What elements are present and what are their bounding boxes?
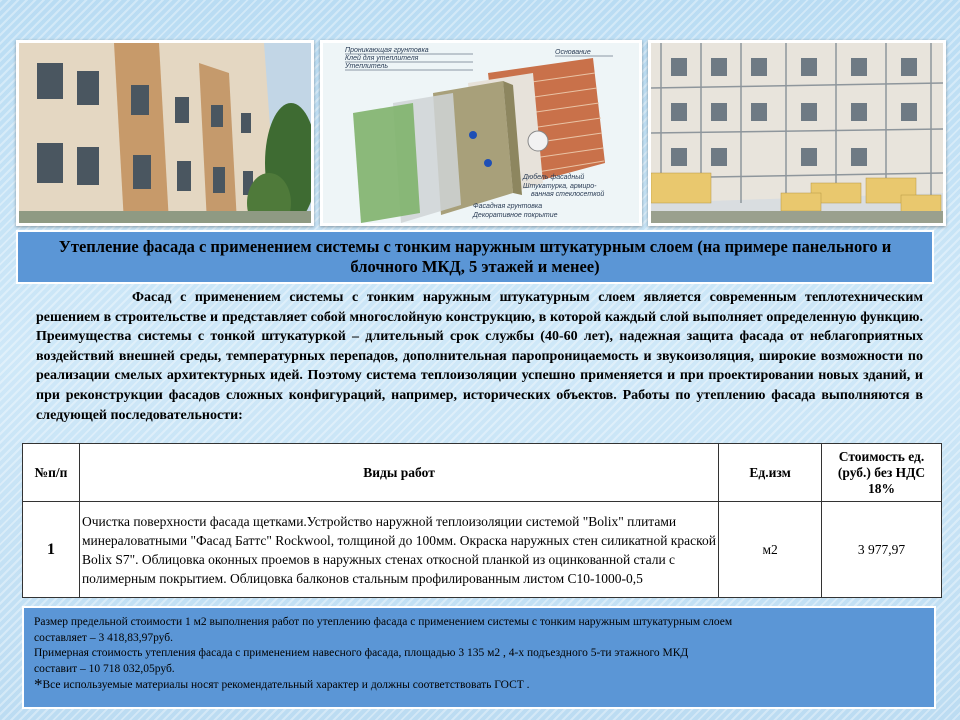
insulation-layers-diagram xyxy=(320,40,642,226)
diagram-label-insulation: Утеплитель xyxy=(345,63,389,70)
diagram-label-dowel: Дюбель фасадный xyxy=(523,174,585,181)
intro-paragraph: Фасад с применением системы с тонким наружным штукатурным слоем является современным теплотехническим решением в строительстве и представляет собой многослойную конструкцию, в которой каждый слой выполняет определенную функцию. Преимущества системы с тонкой штукатуркой – длительный срок службы (40-60 лет), надежная защита фасада от неблагоприятных воздействий внешней среды, температурных перепадов, дополнительная паропроницаемость и звукоизоляция, широкие возможности по реализации смелых архитектурных идей. Поэтому система теплоизоляции успешно применяется и при проектировании новых зданий, и при реконструкции фасадов сложных конфигураций, например, исторических объектов. Работы по утеплению фасада выполняются в следующей последовательности: xyxy=(36,290,923,423)
diagram-label-plaster: Штукатурка, армиро- xyxy=(523,183,597,190)
note-asterisk: * xyxy=(34,675,43,694)
row-description: Очистка поверхности фасада щетками.Устройство наружной теплоизоляции системой "Bolix" плитами минераловатными "Фасад Баттс" Rockwool, толщиной до 100мм. Окраска наружных стен силикатной краской Bolix S7". Облицовка оконных проемов в наружных стенах откосной планкой из оцинкованной стали с полимерным покрытием. Облицовка балконов стальным профилированным листом С10-1000-0,5 xyxy=(79,502,718,598)
diagram-label-glue: Клей для утеплителя xyxy=(345,55,419,62)
summary-line-1: Размер предельной стоимости 1 м2 выполнения работ по утеплению фасада с применением системы с тонким наружным штукатурным слоем xyxy=(34,616,733,628)
works-table xyxy=(22,443,942,598)
table-row xyxy=(23,502,942,598)
page-title: Утепление фасада с применением системы с тонким наружным штукатурным слоем (на примере панельного и блочного МКД, 5 этажей и менее) xyxy=(16,230,934,284)
diagram-label-facade-primer: Фасадная грунтовка xyxy=(473,203,543,210)
summary-line-2: составляет – 3 418,83,97руб. xyxy=(34,631,173,644)
summary-line-4: составит – 10 718 032,05руб. xyxy=(34,662,175,675)
note-text: Все используемые материалы носят рекомендательный характер и должны соответствовать ГОСТ . xyxy=(42,679,530,691)
scaffolding-photo xyxy=(648,40,946,226)
row-unit: м2 xyxy=(719,502,822,598)
header-unit: Ед.изм xyxy=(719,444,822,502)
cost-summary-box xyxy=(22,606,936,709)
header-works: Виды работ xyxy=(79,444,718,502)
row-num: 1 xyxy=(23,502,80,598)
building-facade-photo xyxy=(16,40,314,226)
diagram-label-base: Основание xyxy=(555,49,591,56)
header-num: №п/п xyxy=(23,444,80,502)
summary-line-3: Примерная стоимость утепления фасада с применением навесного фасада, площадью 3 135 м2 , 4-х подъездного 5-ти этажного МКД xyxy=(34,647,689,659)
row-cost: 3 977,97 xyxy=(822,502,942,598)
diagram-label-decor: Декоративное покрытие xyxy=(473,212,558,219)
header-cost: Стоимость ед. (руб.) без НДС 18% xyxy=(822,444,942,502)
diagram-label-mesh: ванная стеклосеткой xyxy=(531,191,605,198)
diagram-label-primer: Проникающая грунтовка xyxy=(345,47,429,54)
summary-note xyxy=(34,677,924,694)
table-header-row xyxy=(23,444,942,502)
